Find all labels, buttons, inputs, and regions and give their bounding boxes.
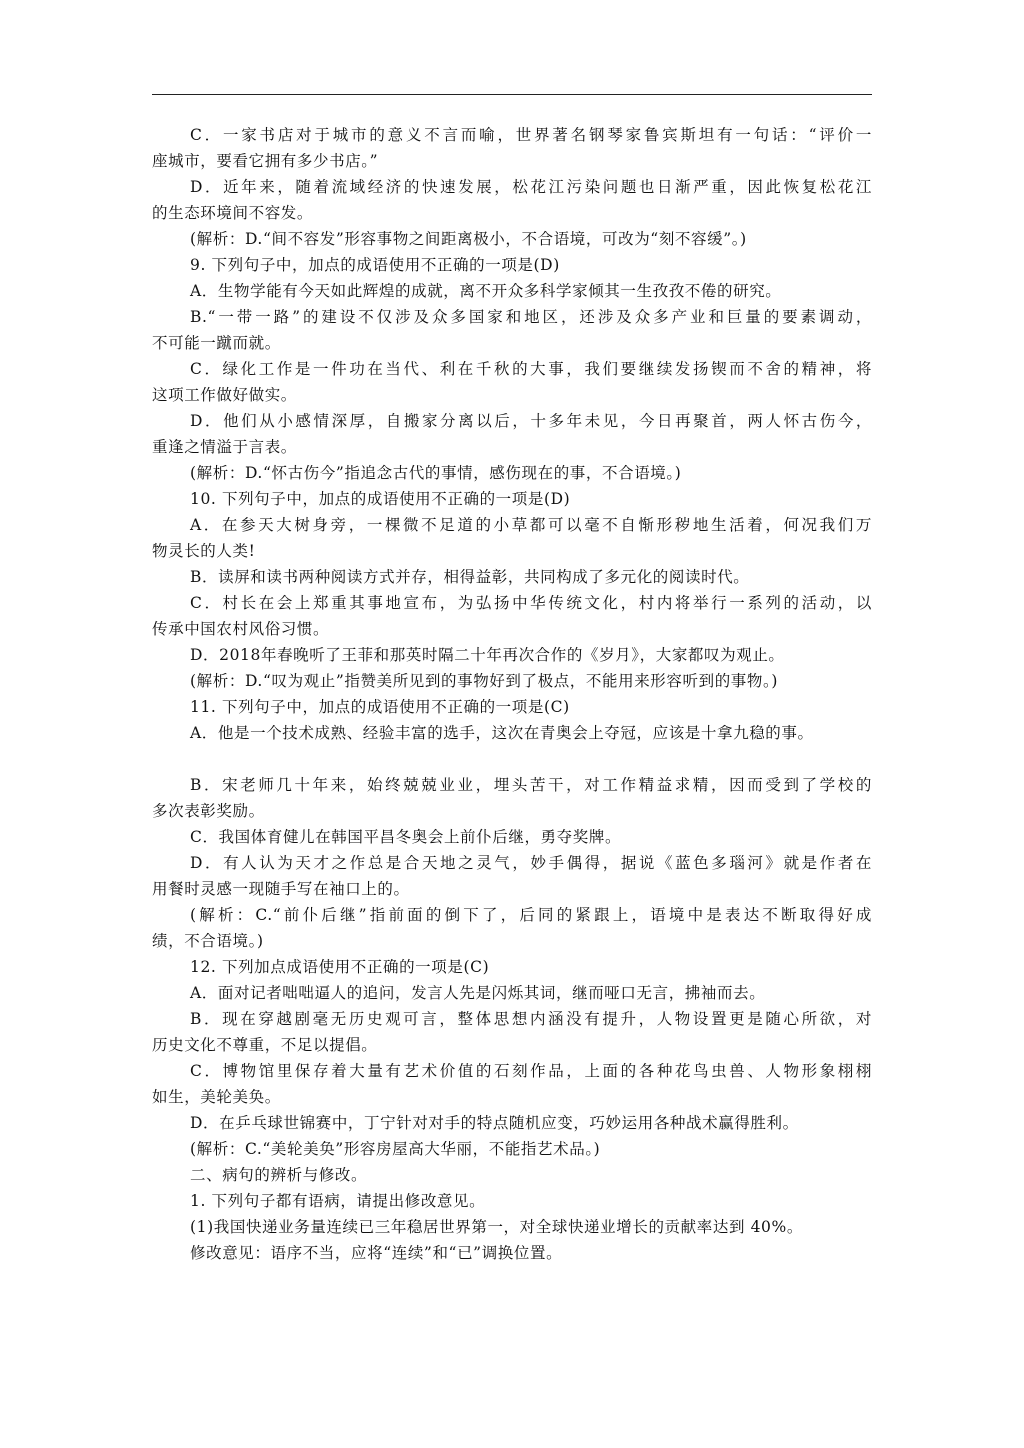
text-line: 修改意见：语序不当，应将“连续”和“已”调换位置。 [190,1244,563,1262]
text-line: 座城市，要看它拥有多少书店。” [152,152,379,170]
text-line: 12. 下列加点成语使用不正确的一项是(C) [190,958,490,976]
text-line: 多次表彰奖励。 [152,802,265,820]
text-line: B．现在穿越剧毫无历史观可言，整体思想内涵没有提升，人物设置更是随心所欲，对 [190,1010,872,1028]
header-rule [152,94,872,95]
text-line: 1. 下列句子都有语病，请提出修改意见。 [190,1192,486,1210]
text-line: (解析：C.“美轮美奂”形容房屋高大华丽，不能指艺术品。) [190,1140,601,1158]
text-line: (解析：C.“前仆后继”指前面的倒下了，后同的紧跟上，语境中是表达不断取得好成 [190,906,872,924]
text-line: 如生，美轮美奂。 [152,1088,281,1106]
text-line: 二、病句的辨析与修改。 [190,1166,368,1184]
text-line: (解析：D.“间不容发”形容事物之间距离极小，不合语境，可改为“刻不容缓”。) [190,230,747,248]
text-line: B．宋老师几十年来，始终兢兢业业，埋头苦干，对工作精益求精，因而受到了学校的 [190,776,872,794]
text-line: 不可能一蹴而就。 [152,334,281,352]
text-line: C．一家书店对于城市的意义不言而喻，世界著名钢琴家鲁宾斯坦有一句话：“评价一 [190,126,872,144]
text-line: D．2018年春晚听了王菲和那英时隔二十年再次合作的《岁月》，大家都叹为观止。 [190,646,785,664]
text-line: 传承中国农村风俗习惯。 [152,620,330,638]
text-line: D．他们从小感情深厚，自搬家分离以后，十多年未见，今日再聚首，两人怀古伤今， [190,412,872,430]
text-line: 9. 下列句子中，加点的成语使用不正确的一项是(D) [190,256,560,274]
text-line: A．面对记者咄咄逼人的追问，发言人先是闪烁其词，继而哑口无言，拂袖而去。 [190,984,766,1002]
text-line: A．在参天大树身旁，一棵微不足道的小草都可以毫不自惭形秽地生活着，何况我们万 [190,516,872,534]
text-line: 物灵长的人类! [152,542,256,560]
text-line: D．近年来，随着流域经济的快速发展，松花江污染问题也日渐严重，因此恢复松花江 [190,178,872,196]
text-line: 历史文化不尊重，不足以提倡。 [152,1036,378,1054]
text-line: C．我国体育健儿在韩国平昌冬奥会上前仆后继，勇夺奖牌。 [190,828,622,846]
text-line: 重逢之情溢于言表。 [152,438,297,456]
text-line: A．他是一个技术成熟、经验丰富的选手，这次在青奥会上夺冠，应该是十拿九稳的事。 [190,724,814,742]
text-line: B．读屏和读书两种阅读方式并存，相得益彰，共同构成了多元化的阅读时代。 [190,568,750,586]
text-line: (解析：D.“叹为观止”指赞美所见到的事物好到了极点，不能用来形容听到的事物。) [190,672,778,690]
text-line: B.“一带一路”的建设不仅涉及众多国家和地区，还涉及众多产业和巨量的要素调动， [190,308,872,326]
text-line: (解析：D.“怀古伤今”指追念古代的事情，感伤现在的事，不合语境。) [190,464,682,482]
text-line: C．村长在会上郑重其事地宣布，为弘扬中华传统文化，村内将举行一系列的活动，以 [190,594,872,612]
text-line: 用餐时灵感一现随手写在袖口上的。 [152,880,410,898]
text-line: C．博物馆里保存着大量有艺术价值的石刻作品，上面的各种花鸟虫兽、人物形象栩栩 [190,1062,872,1080]
text-line: C．绿化工作是一件功在当代、利在千秋的大事，我们要继续发扬锲而不舍的精神，将 [190,360,872,378]
text-line: 这项工作做好做实。 [152,386,297,404]
text-line: 11. 下列句子中，加点的成语使用不正确的一项是(C) [190,698,570,716]
text-line: D．有人认为天才之作总是合天地之灵气，妙手偶得，据说《蓝色多瑙河》就是作者在 [190,854,872,872]
text-line: 的生态环境间不容发。 [152,204,314,222]
text-line: 绩，不合语境。) [152,932,264,950]
text-line: A．生物学能有今天如此辉煌的成就，离不开众多科学家倾其一生孜孜不倦的研究。 [190,282,782,300]
text-line: D．在乒乓球世锦赛中，丁宁针对对手的特点随机应变，巧妙运用各种战术赢得胜利。 [190,1114,799,1132]
text-line: (1)我国快递业务量连续已三年稳居世界第一，对全球快递业增长的贡献率达到 40%。 [190,1218,803,1236]
text-line: 10. 下列句子中，加点的成语使用不正确的一项是(D) [190,490,571,508]
